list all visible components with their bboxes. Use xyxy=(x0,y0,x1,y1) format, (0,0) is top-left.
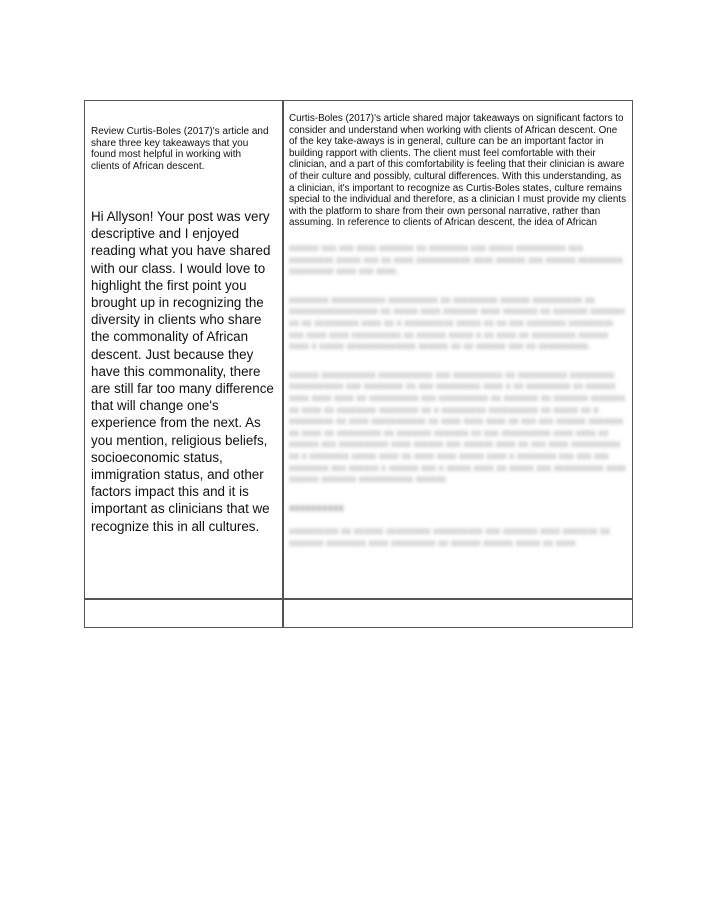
blurred-paragraph: xxxxxx xxx xxx xxxx xxxxxxx xx xxxxxxxx xxx xxxxx xxxxxxxxxx xxx xxxxxxxxx xxxxx xxx xx xxxx xxxxxxxxxxx xxxx xxxxxx xxx xxxxxx xxxxxxxxx xxxxxxxxx xxxx xxx xxxx. xyxy=(289,243,623,278)
answer-text: Curtis-Boles (2017)'s article shared major takeaways on significant factors to consider and understand when working with clients of African descent. One of the key take-aways is in general, culture can be an important factor in building rapport with clients. The client must feel comfortable with their clinician, and a part of this comfortability is feeling that their clinician is aware of their culture and possibly, cultural differences. With this understanding, as a clinician, it's important to recognize as Curtis-Boles states, culture remains special to the individual and therefore, as a clinician I must provide my clients with the platform to share from their own personal narrative, rather than assuming. In reference to clients of African descent, the idea of African xyxy=(289,113,627,229)
question-prompt: Review Curtis-Boles (2017)'s article and share three key takeaways that you found most helpful in working with clients of African descent. xyxy=(91,126,269,172)
blurred-answer-content xyxy=(289,243,627,566)
blurred-paragraph: xxxxxx xxxxxxxxxxx xxxxxxxxxxx xxx xxxxxxxxxx xx xxxxxxxxxx xxxxxxxxx xxxxxxxxxxx xxx xxxxxxxx xx xxx xxxxxxxxx xxxx x xx xxxxxxxxx xx xxxxxx xxxx xxxx xxxx xx xxxxxxxxxx xxx xxxxxxxxxx xx xxxxxxx xx xxxxxxx xxxxxxx xx xxxx xx xxxxxxxx xxxxxxxx xx x xxxxxxxxx xxxxxxxxxx xx xxxxx xx x xxxxxxxxx xx xxxx xxxxxxxxxxx xx xxxx xxxx xxxx xx xxx xxx xxxxxx xxxxxxx xx xxxx xx xxxxxxxxx xx xxxxxxx xxxxxxx xx xxx xxxxxxxxxx xxxx xxxx xx xxxxxx xxx xxxxxxxxxx xxxx xxxxxx xxx xxxxxx xxxx xx xxx xxxx xxxxxxxxxx xx x xxxxxxxx xxxxx xxxx xx xxxx xxxx xxxxx xxxx x xxxxxxxx xxx xxx xxx xxxxxxxx xxx xxxxxx x xxxxxx xxx x xxxxx xxxx xx xxxxx xxx xxxxxxxxxx xxxx xxxxxx xxxxxxx xxxxxxxxxxx xxxxxx. xyxy=(289,369,626,486)
row-divider xyxy=(85,598,632,600)
blurred-paragraph: xxxxxxxx xxxxxxxxxxx xxxxxxxxxx xx xxxxxxxxx xxxxxx xxxxxxxxxx xx xxxxxxxxxxxxxxxxxx xx xxxxx xxxx xxxxxxx xxxx xxxxxxx xx xxxxxxx xxxxxxx xx xx xxxxxxxxx xxxx xx x xxxxxxxxxx xxxxx xx xx xxx xxxxxxxx xxxxxxxxx xxx xxxx xxxx xxxxxxxxxx xx xxxxxx xxxxx x xx xxxx xx xxxxxxxxx xxxxxx xxxx x xxxxx xxxxxxxxxxxxxx xxxxxx xx xx xxxxxx xxx xx xxxxxxxxxx. xyxy=(289,294,625,353)
blurred-reference: xxxxxxxxxx xx xxxxxx xxxxxxxxx xxxxxxxxxx xxx xxxxxxx xxxx xxxxxxx xx xxxxxxx xxxxxxxx xxxx xxxxxxxxx xx xxxxxx xxxxxx xxxxx xx xxxx xyxy=(289,526,610,549)
blurred-heading: xxxxxxxxxx xyxy=(289,502,344,514)
peer-reply: Hi Allyson! Your post was very descriptive and I enjoyed reading what you have shared with our class. I would love to highlight the first point you brought up in recognizing the diversity in clients who share the commonality of African descent. Just because they have this commonality, there are still far too many difference that will change one's experience from the next. As you mention, religious beliefs, socioeconomic status, immigration status, and other factors impact this and it is important as clinicians that we recognize this in all cultures. xyxy=(91,209,274,534)
column-divider xyxy=(282,101,284,627)
discussion-table xyxy=(84,100,633,628)
